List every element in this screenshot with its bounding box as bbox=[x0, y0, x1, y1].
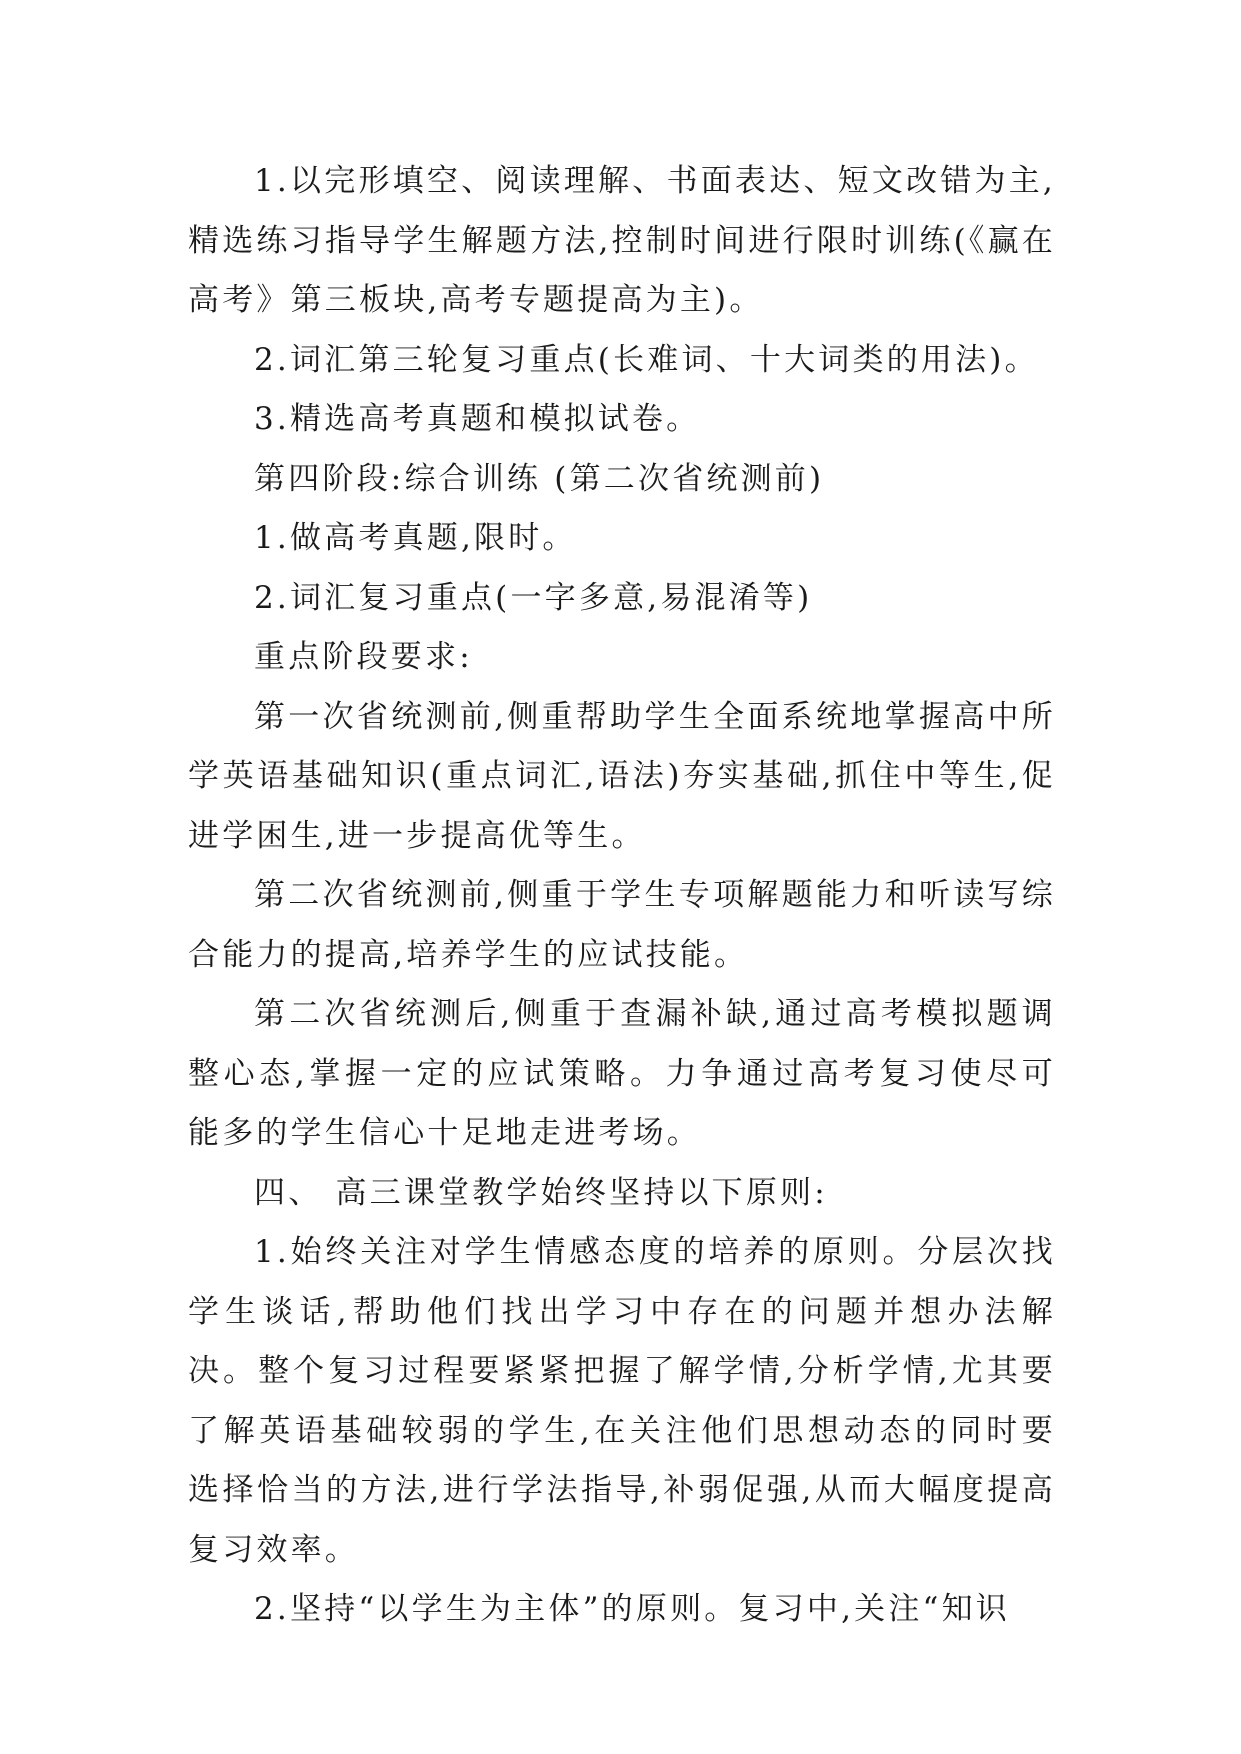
paragraph-3: 3.精选高考真题和模拟试卷。 bbox=[254, 401, 701, 437]
paragraph-10: 第二次省统测后,侧重于查漏补缺,通过高考模拟题调整心态,掌握一定的应试策略。力争通过高考复习使尽可能多的学生信心十足地走进考场。 bbox=[188, 996, 1056, 1151]
paragraph-6: 2.词汇复习重点(一字多意,易混淆等) bbox=[254, 579, 813, 616]
paragraph-2: 2.词汇第三轮复习重点(长难词、十大词类的用法)。 bbox=[254, 341, 1039, 378]
paragraph-9: 第二次省统测前,侧重于学生专项解题能力和听读写综合能力的提高,培养学生的应试技能。 bbox=[188, 877, 1056, 973]
paragraph-8: 第一次省统测前,侧重帮助学生全面系统地掌握高中所学英语基础知识(重点词汇,语法)夯实基础,抓住中等生,促进学困生,进一步提高优等生。 bbox=[188, 698, 1056, 854]
paragraph-13: 2.坚持“以学生为主体”的原则。复习中,关注“知识 bbox=[254, 1591, 1010, 1627]
paragraph-5: 1.做高考真题,限时。 bbox=[254, 520, 577, 556]
section-heading-stage-4: 第四阶段:综合训练 (第二次省统测前) bbox=[254, 460, 825, 497]
paragraph-12: 1.始终关注对学生情感态度的培养的原则。分层次找学生谈话,帮助他们找出学习中存在的问题并想办法解决。整个复习过程要紧紧把握了解学情,分析学情,尤其要了解英语基础较弱的学生,在关注他们思想动态的同时要选择恰当的方法,进行学法指导,补弱促强,从而大幅度提高复习效率。 bbox=[188, 1234, 1056, 1568]
paragraph-1: 1.以完形填空、阅读理解、书面表达、短文改错为主,精选练习指导学生解题方法,控制时间进行限时训练(《赢在高考》第三板块,高考专题提高为主)。 bbox=[188, 163, 1056, 318]
section-heading-requirements: 重点阶段要求: bbox=[254, 639, 473, 675]
section-heading-principles: 四、 高三课堂教学始终坚持以下原则: bbox=[254, 1174, 828, 1211]
document-page bbox=[188, 152, 1056, 1640]
